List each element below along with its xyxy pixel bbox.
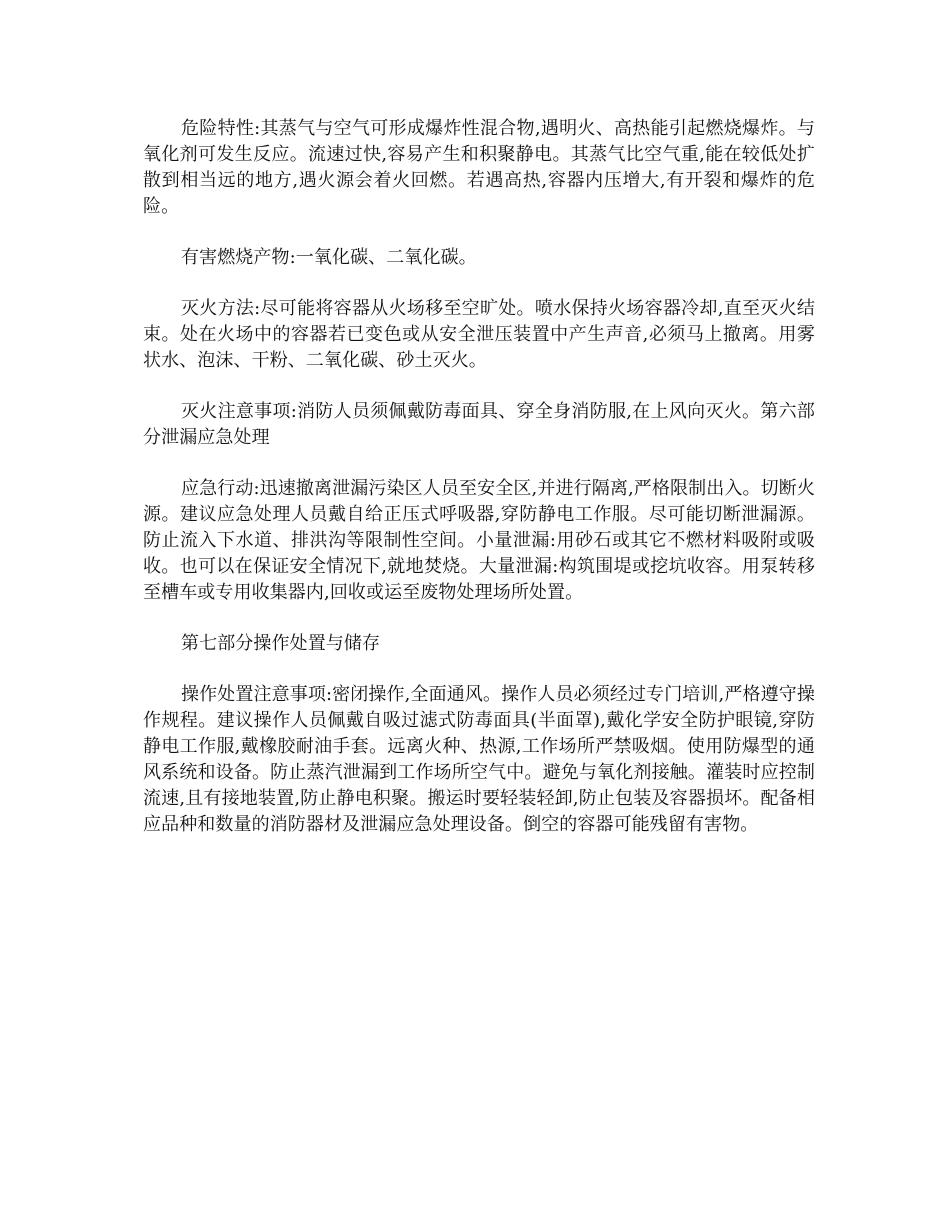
paragraph-emergency-response: 应急行动:迅速撤离泄漏污染区人员至安全区,并进行隔离,严格限制出入。切断火源。建议应急处理人员戴自给正压式呼吸器,穿防静电工作服。尽可能切断泄漏源。防止流入下水道、排洪沟等限制性空间。小量泄漏:用砂石或其它不燃材料吸附或吸收。也可以在保证安全情况下,就地焚烧。大量泄漏:构筑围堤或挖坑收容。用泵转移至槽车或专用收集器内,回收或运至废物处理场所处置。 <box>143 478 815 603</box>
section-heading-handling-storage: 第七部分操作处置与储存 <box>181 633 381 654</box>
paragraph-combustion-products: 有害燃烧产物:一氧化碳、二氧化碳。 <box>181 247 477 268</box>
paragraph-extinguishing-method: 灭火方法:尽可能将容器从火场移至空旷处。喷水保持火场容器冷却,直至灭火结束。处在火场中的容器若已变色或从安全泄压装置中产生声音,必须马上撤离。用雾状水、泡沫、干粉、二氧化碳、砂土灭火。 <box>143 298 815 371</box>
paragraph-firefighting-precautions: 灭火注意事项:消防人员须佩戴防毒面具、穿全身消防服,在上风向灭火。第六部分泄漏应急处理 <box>143 401 815 448</box>
paragraph-handling-precautions: 操作处置注意事项:密闭操作,全面通风。操作人员必须经过专门培训,严格遵守操作规程。建议操作人员佩戴自吸过滤式防毒面具(半面罩),戴化学安全防护眼镜,穿防静电工作服,戴橡胶耐油手套。远离火种、热源,工作场所严禁吸烟。使用防爆型的通风系统和设备。防止蒸汽泄漏到工作场所空气中。避免与氧化剂接触。灌装时应控制流速,且有接地装置,防止静电积聚。搬运时要轻装轻卸,防止包装及容器损坏。配备相应品种和数量的消防器材及泄漏应急处理设备。倒空的容器可能残留有害物。 <box>143 684 815 835</box>
paragraph-hazard-characteristics: 危险特性:其蒸气与空气可形成爆炸性混合物,遇明火、高热能引起燃烧爆炸。与氧化剂可发生反应。流速过快,容易产生和积聚静电。其蒸气比空气重,能在较低处扩散到相当远的地方,遇火源会着火回燃。若遇高热,容器内压增大,有开裂和爆炸的危险。 <box>143 118 815 217</box>
document-page <box>143 116 815 863</box>
